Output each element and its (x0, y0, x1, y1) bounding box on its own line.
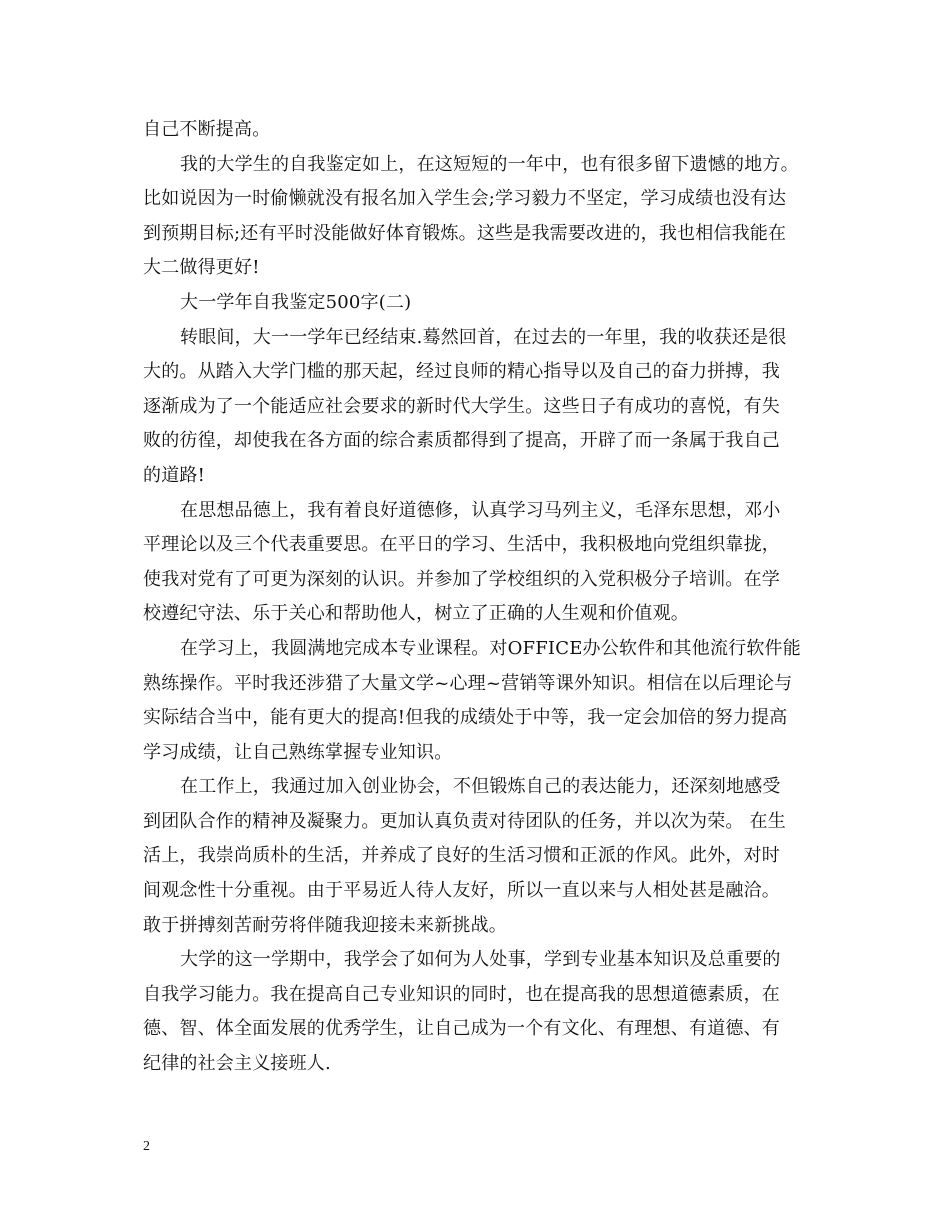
text-line: 大二做得更好! (143, 257, 260, 279)
text-line: 熟练操作。平时我还涉猎了大量文学~心理~营销等课外知识。相信在以后理论与 (143, 672, 793, 694)
text-line: 大的。从踏入大学门槛的那天起，经过良师的精心指导以及自己的奋力拼搏，我 (143, 361, 780, 383)
text-line: 转眼间，大一一学年已经结束.蓦然回首，在过去的一年里，我的收获还是很 (180, 326, 787, 348)
document-body (143, 113, 833, 1082)
text-line: 大学的这一学期中，我学会了如何为人处事，学到专业基本知识及总重要的 (180, 949, 781, 971)
text-line: 逐渐成为了一个能适应社会要求的新时代大学生。这些日子有成功的喜悦，有失 (143, 395, 780, 417)
text-line: 学习成绩，让自己熟练掌握专业知识。 (143, 741, 453, 763)
text-line: 的道路! (143, 464, 206, 486)
text-line: 活上，我崇尚质朴的生活，并养成了良好的生活习惯和正派的作风。此外，对时 (143, 845, 780, 867)
text-line: 间观念性十分重视。由于平易近人待人友好，所以一直以来与人相处甚是融洽。 (143, 880, 780, 902)
text-line: 自己不断提高。 (143, 119, 271, 140)
text-line: 在思想品德上，我有着良好道德修，认真学习马列主义，毛泽东思想，邓小 (180, 499, 781, 521)
text-line: 使我对党有了可更为深刻的认识。并参加了学校组织的入党积极分子培训。在学 (143, 568, 780, 590)
section-heading: 大一学年自我鉴定500字(二) (180, 291, 412, 313)
text-line: 实际结合当中，能有更大的提高!但我的成绩处于中等，我一定会加倍的努力提高 (143, 707, 788, 729)
text-line: 比如说因为一时偷懒就没有报名加入学生会;学习毅力不坚定，学习成绩也没有达 (143, 188, 787, 210)
text-line: 败的彷徨，却使我在各方面的综合素质都得到了提高，开辟了而一条属于我自己 (143, 430, 780, 452)
text-line: 校遵纪守法、乐于关心和帮助他人，树立了正确的人生观和价值观。 (143, 603, 689, 625)
text-line: 在学习上，我圆满地完成本专业课程。对OFFICE办公软件和其他流行软件能 (180, 637, 801, 659)
text-line: 德、智、体全面发展的优秀学生，让自己成为一个有文化、有理想、有道德、有 (143, 1018, 780, 1040)
text-line: 敢于拼搏刻苦耐劳将伴随我迎接未来新挑战。 (143, 914, 507, 936)
text-line: 到预期目标;还有平时没能做好体育锻炼。这些是我需要改进的，我也相信我能在 (143, 222, 787, 244)
text-line: 平理论以及三个代表重要思。在平日的学习、生活中，我积极地向党组织靠拢， (143, 534, 780, 556)
page-number: 2 (143, 1139, 150, 1154)
text-line: 自我学习能力。我在提高自己专业知识的同时，也在提高我的思想道德素质，在 (143, 983, 780, 1005)
text-line: 我的大学生的自我鉴定如上，在这短短的一年中，也有很多留下遗憾的地方。 (180, 153, 799, 175)
text-line: 在工作上，我通过加入创业协会，不但锻炼自己的表达能力，还深刻地感受 (180, 776, 781, 798)
text-line: 到团队合作的精神及凝聚力。更加认真负责对待团队的任务，并以次为荣。 在生 (143, 810, 786, 832)
text-line: 纪律的社会主义接班人. (143, 1053, 331, 1075)
